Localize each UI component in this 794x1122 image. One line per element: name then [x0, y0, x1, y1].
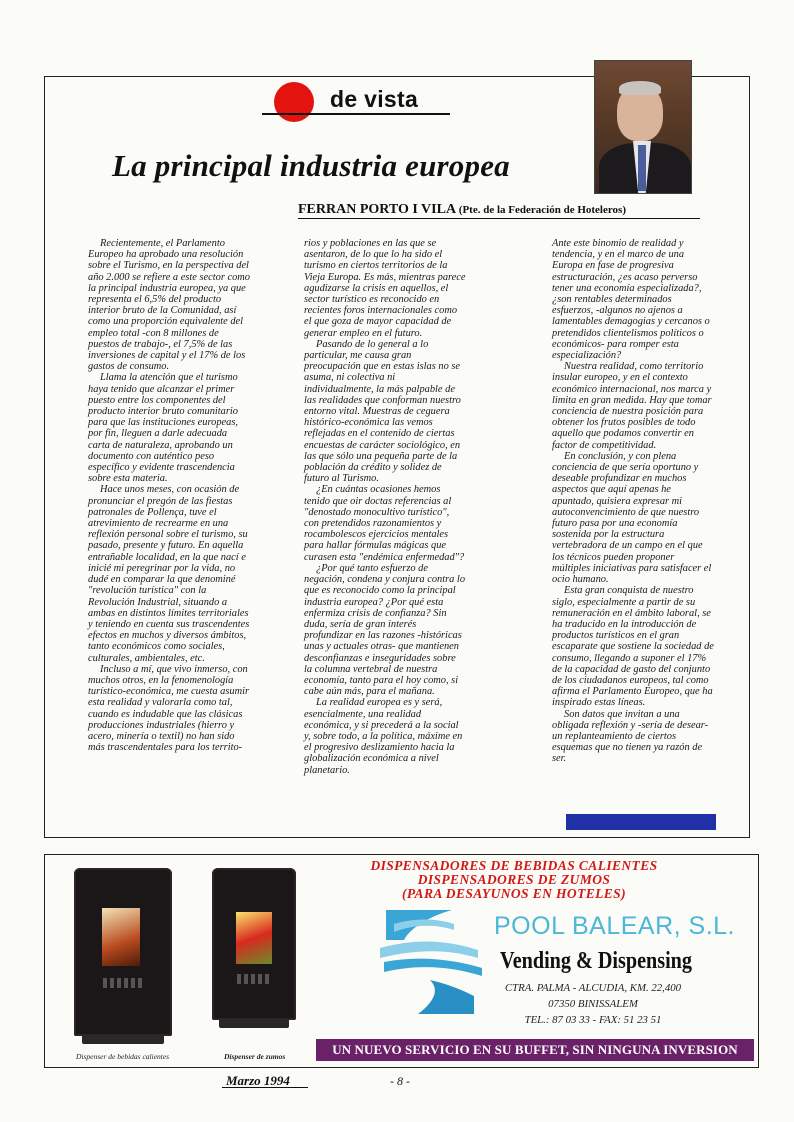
- paragraph: rios y poblaciones en las que se asentaron, de lo que lo ha sido el turismo en ciertos territorios de la Vieja Europa. Es más, mientras parece agudizarse la crisis en aquellos, el sector turístico es reconocido en recientes foros internacionales como el que goza de mayor capacidad de generar empleo en el futuro.: [304, 238, 466, 339]
- article-headline: La principal industria europea: [112, 148, 510, 183]
- company-tagline: Vending & Dispensing: [500, 948, 692, 974]
- ad-banner: UN NUEVO SERVICIO EN SU BUFFET, SIN NINGUNA INVERSION: [316, 1039, 754, 1061]
- paragraph: ¿En cuántas ocasiones hemos tenido que oir doctas referencias al "denostado monocultivo turístico", con pretendidos razonamientos y rocambolescos ejercicios mentales para hallar fórmulas mágicas que curasen esta "endémica enfermedad"?: [304, 484, 465, 563]
- ad-title: (PARA DESAYUNOS EN HOTELES): [402, 886, 626, 901]
- paragraph: Recientemente, el Parlamento Europeo ha aprobado una resolución sobre el Turismo, en la perspectiva del año 2.000 se refiere a este sector como la principal industria europea, ya que representa el 6,5% del producto interior bruto de la Comunidad, así como una proporción equivalente del empleo total -con 8 millones de puestos de trabajo-, el 7,5% de las inversiones de capital y el 17% de los gastos de consumo.: [88, 238, 250, 373]
- article-column-2: [304, 238, 466, 776]
- paragraph: Pasando de lo general a lo particular, me causa gran preocupación que en estas islas no se asuma, ni colectiva ni individualmente, la más palpable de las realidades que conforman nuestro entorno vital. Muestras de ceguera histórico-económica las vemos reflejadas en el contenido de ciertas encuestas de carácter sociológico, en las que sólo una pequeña parte de la población da crédito y solidez de futuro al Turismo.: [304, 338, 461, 485]
- caption: Dispenser de zumos: [224, 1052, 286, 1061]
- juice-dispenser-image: [212, 868, 296, 1020]
- author-byline: [298, 202, 626, 218]
- section-marker-icon: [274, 82, 314, 122]
- page-number: - 8 -: [390, 1074, 410, 1088]
- ad-title: DISPENSADORES DE BEBIDAS CALIENTES: [370, 858, 658, 873]
- article-column-3: [552, 238, 714, 765]
- author-photo: [594, 60, 692, 194]
- company-city: 07350 BINISSALEM: [548, 998, 638, 1010]
- paragraph: Incluso a mí, que vivo inmerso, con muchos otros, en la fenomenología turístico-económica, me cuesta asumir esta realidad y valorarla como tal, cuando es indudable que las clásicas producciones industriales (hierro y acero, minería o textil) no han sido más trascendentales para los territo-: [88, 663, 250, 754]
- paragraph: La realidad europea es y será, esencialmente, una realidad económica, y si precederá a la social y, sobre todo, a la política, máxime en el progresivo deslizamiento hacia la globalización económica a nivel planetario.: [304, 697, 463, 776]
- paragraph: Ante este binomio de realidad y tendencia, y en el marco de una Europa en fase de progresiva estructuración, ¿es acaso perverso tener una economía especializada?, ¿son rentables determinados esfuerzos, -algunos no ajenos a lamentables demagogias y cercanos o pretendidos clientelismos políticos o económicos- para romper esta especialización?: [552, 238, 710, 362]
- company-phone: TEL.: 87 03 33 - FAX: 51 23 51: [524, 1014, 662, 1026]
- paragraph: Son datos que invitan a una obligada reflexión y -sería de desear- un replanteamiento de ciertos esquemas que no tienen ya razón de ser.: [552, 708, 709, 765]
- article-column-1: [88, 238, 250, 753]
- pool-balear-logo-icon: [370, 906, 488, 1018]
- caption: Dispenser de bebidas calientes: [76, 1052, 170, 1061]
- paragraph: Hace unos meses, con ocasión de pronunciar el pregón de las fiestas patronales de Pollença, tuve el atrevimiento de recrearme en una reflexión personal sobre el turismo, su pasado, presente y futuro. En aquella entrañable localidad, en la que nací e inicié mi peregrinar por la vida, no dudé en comparar la que denominé "revolución turística" con la Revolución Industrial, situando a ambas en distintos límites territoriales y teniendo en cuenta sus trascendentes efectos en muchos y diversos ámbitos, tanto económicos como sociales, culturales, ambientales, etc.: [88, 484, 250, 664]
- company-address: CTRA. PALMA - ALCUDIA, KM. 22,400: [504, 982, 682, 994]
- paragraph: En conclusión, y con plena conciencia de que sería oportuno y deseable profundizar en muchos aspectos que aquí apenas he apuntado, quisiera expresar mi autoconvencimiento de que nuestro futuro pasa por una economía sostenida por la estructura vertebradora de un campo en el que los técnicos pueden proponer múltiples iniciativas para satisfacer el ocio humano.: [552, 450, 712, 586]
- paragraph: Nuestra realidad, como territorio insular europeo, y en el contexto económico internacional, nos marca y limita en gran medida. Hay que tomar conciencia de nuestra posición para obtener los frutos posibles de todo aquello que podamos convertir en factor de competitividad.: [552, 361, 712, 451]
- company-brand: POOL BALEAR, S.L.: [494, 912, 736, 940]
- paragraph: Llama la atención que el turismo haya tenido que alcanzar el primer puesto entre los componentes del producto interior bruto comunitario para que las instituciones europeas, por fin, lleguen a darle adecuada carta de naturaleza, aprobando un documento con auténtico peso específico y evidente trascendencia sobre esta materia.: [88, 372, 238, 485]
- ad-title: DISPENSADORES DE ZUMOS: [417, 872, 611, 887]
- footer-rule: [222, 1087, 308, 1088]
- hot-drink-dispenser-image: [74, 868, 172, 1036]
- paragraph: ¿Por qué tanto esfuerzo de negación, condena y conjura contra lo que es reconocido como la principal industria europea? ¿Por qué esta enfermiza crisis de confianza? Sin duda, sería de gran interés profundizar en las razones -históricas unas y actuales otras- que mantienen desconfianzas e inseguridades sobre la columna vertebral de nuestra economía, tanto para el hoy como, si cabe aún más, para el mañana.: [304, 562, 466, 698]
- byline-rule: [298, 218, 700, 219]
- column-end-bar: [566, 814, 716, 830]
- section-rule: [262, 113, 450, 115]
- section-label: de vista: [330, 86, 419, 112]
- author-name: FERRAN PORTO I VILA: [298, 202, 456, 217]
- author-role: (Pte. de la Federación de Hoteleros): [458, 204, 626, 216]
- paragraph: Esta gran conquista de nuestro siglo, especialmente a partir de su remuneración en el ámbito laboral, se ha traducido en la introducción de productos turísticos en el gran escaparate que sostiene la sociedad de consumo, llegando a suponer el 17% de la capacidad de gasto del conjunto de los ciudadanos europeos, tal como afirma el Parlamento Europeo, que ha inspirado estas líneas.: [552, 585, 714, 709]
- footer-date: Marzo 1994: [226, 1073, 290, 1088]
